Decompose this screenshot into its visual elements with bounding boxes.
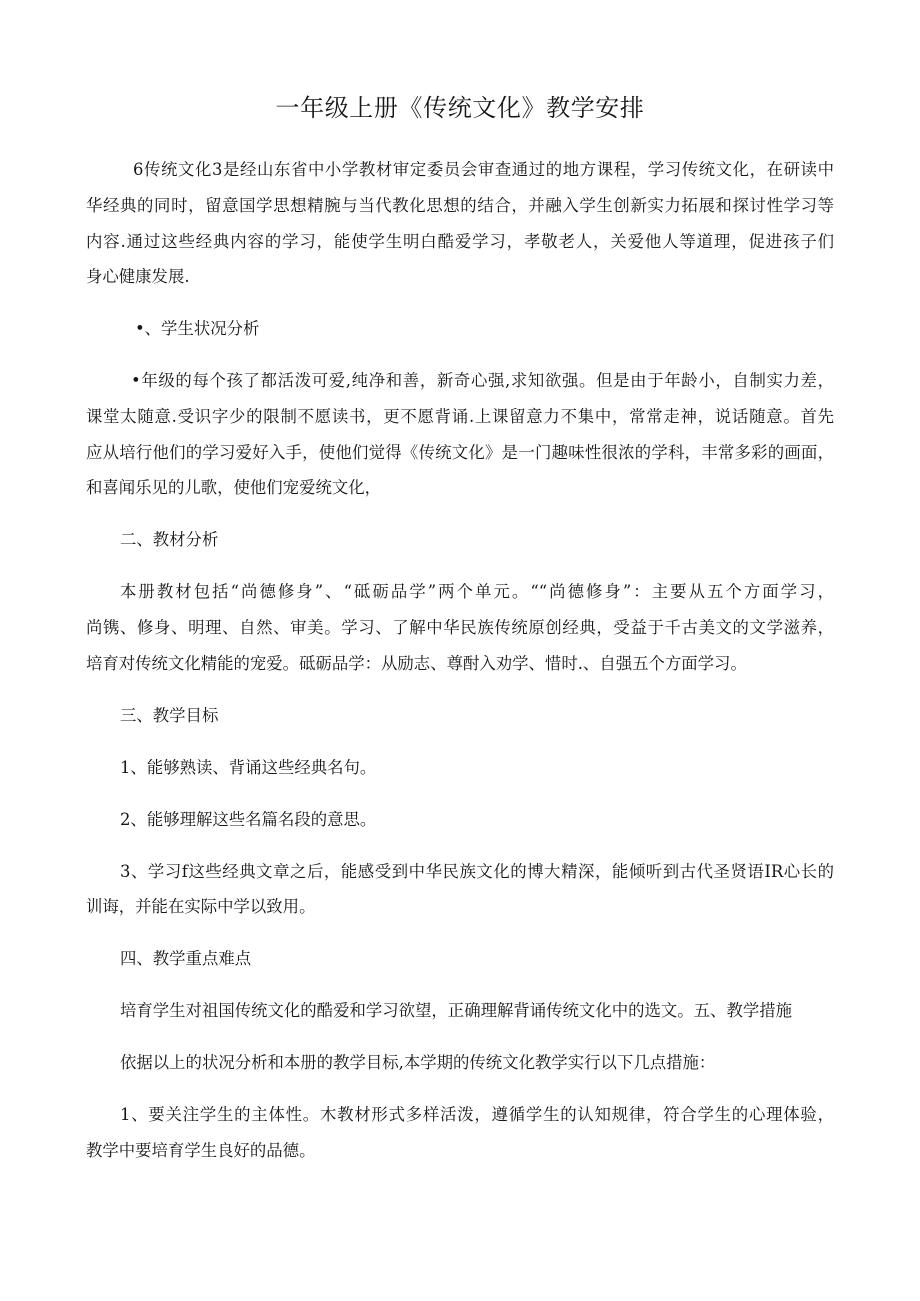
- paragraph-line: 培育对传统文化精能的宠爱。砥砺品学：从励志、尊酎入劝学、惜时.、自强五个方面学习。: [86, 653, 747, 673]
- goal-item: [86, 802, 834, 838]
- section-heading-text: •、学生状况分析: [135, 319, 260, 339]
- section-heading-goals: [86, 698, 834, 734]
- goal-item: [86, 854, 834, 925]
- paragraph-line: 3、学习f这些经典文章之后，能感受到中华民族文化的博大精深，能倾听到古代圣贤语IR心长的: [120, 861, 834, 881]
- paragraph-line: 1、能够熟读、背诵这些经典名句。: [120, 757, 377, 777]
- paragraph-line: 尚镌、修身、明理、自然、审美。学习、了解中华民族传统原创经典，受益于千古美文的文学滋养，: [86, 617, 834, 637]
- paragraph-line: 内容.通过这些经典内容的学习，能使学生明白酷爱学习，孝敬老人，关爱他人等道理，促进孩子们: [86, 231, 834, 251]
- paragraph-line: 和喜闻乐见的儿歌，使他们宠爱统文化，: [86, 478, 382, 498]
- paragraph-line: 课堂太随意.受识字少的限制不愿读书，更不愿背诵.上课留意力不集中，常常走神，说话随意。首先: [86, 406, 834, 426]
- paragraph-line: 1、要关注学生的主体性。木教材形式多样活泼，遵循学生的认知规律，符合学生的心理体验，: [120, 1105, 834, 1125]
- section-heading-students: [86, 311, 834, 347]
- paragraph-line: 培育学生对祖国传统文化的酷爱和学习欲望，正确理解背诵传统文化中的选文。五、教学措施: [120, 1001, 793, 1021]
- document-body: [86, 90, 834, 1185]
- document-title: 一年级上册《传统文化》教学安排: [275, 94, 645, 122]
- paragraph-line: 教学中要培育学生良好的品德。: [86, 1140, 316, 1160]
- paragraph-line: 本册教材包括“尚德修身”、“砥砺品学”两个单元。““尚德修身”：主要从五个方面学习，: [120, 582, 834, 602]
- section-heading-text: 四、教学重点难点: [120, 949, 252, 969]
- focus-paragraph: [86, 993, 834, 1029]
- paragraph-line: 华经典的同时，留意国学思想精腕与当代教化思想的结合，并融入学生创新实力拓展和探讨性学习等: [86, 195, 834, 215]
- paragraph-line: •年级的每个孩了都活泼可爱,纯净和善，新奇心强,求知欲强。但是由于年龄小，自制实力差，: [131, 371, 834, 391]
- students-paragraph: [86, 363, 834, 506]
- section-heading-focus: [86, 941, 834, 977]
- paragraph-line: 6传统文化3是经山东省中小学教材审定委员会审查通过的地方课程，学习传统文化，在研读中: [133, 160, 834, 180]
- goal-item: [86, 750, 834, 786]
- paragraph-line: 应从培行他们的学习爱好入手，使他们觉得《传统文化》是一门趣味性很浓的学科，丰常多彩的画面，: [86, 442, 834, 462]
- measure-item: [86, 1097, 834, 1168]
- paragraph-line: 依据以上的状况分析和本册的教学目标,本学期的传统文化教学实行以下几点措施：: [120, 1053, 716, 1073]
- section-heading-text: 二、教材分析: [120, 530, 219, 550]
- intro-paragraph: [86, 152, 834, 295]
- materials-paragraph: [86, 574, 834, 681]
- section-heading-materials: [86, 522, 834, 558]
- measures-intro-paragraph: [86, 1045, 834, 1081]
- section-heading-text: 三、教学目标: [120, 705, 219, 725]
- paragraph-line: 身心健康发展.: [86, 267, 190, 287]
- paragraph-line: 2、能够理解这些名篇名段的意思。: [120, 809, 377, 829]
- paragraph-line: 训诲，并能在实际中学以致用。: [86, 897, 316, 917]
